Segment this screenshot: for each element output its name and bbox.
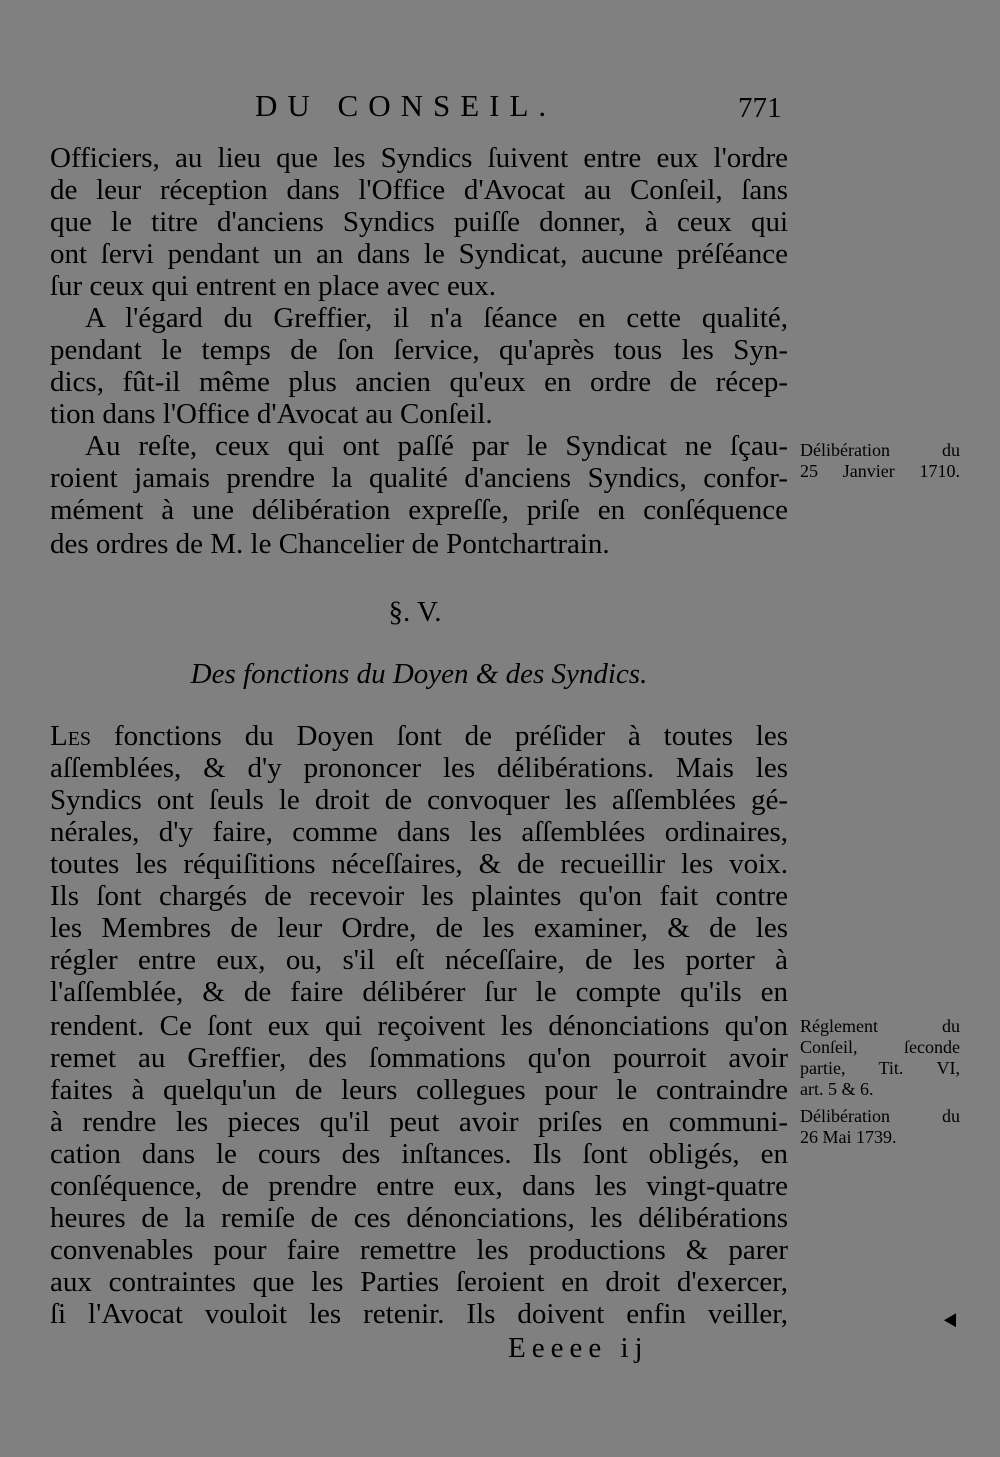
text-line: aux contraintes que les Parties ſeroient en droit d'exercer,: [50, 1266, 788, 1298]
drop-cap-word: Les: [50, 720, 92, 752]
margin-note: [800, 1106, 960, 1148]
text-line: toutes les réquiſitions néceſſaires, & de recueillir les voix.: [50, 848, 788, 880]
text-line: Syndics ont ſeuls le droit de convoquer les aſſemblées gé-: [50, 784, 788, 816]
text-line: dics, fût-il même plus ancien qu'eux en ordre de récep-: [50, 366, 788, 398]
text-line: convenables pour faire remettre les productions & parer: [50, 1234, 788, 1266]
text-line: aſſemblées, & d'y prononcer les délibérations. Mais les: [50, 752, 788, 784]
text-line: pendant le temps de ſon ſervice, qu'après tous les Syn-: [50, 334, 788, 366]
text-line: faites à quelqu'un de leurs collegues pour le contraindre: [50, 1074, 788, 1106]
margin-note-line: Délibération du: [800, 1106, 960, 1126]
text-line: des ordres de M. le Chancelier de Pontchartrain.: [50, 528, 610, 560]
ink-mark-icon: [944, 1313, 962, 1330]
text-line: à rendre les pieces qu'il peut avoir priſes en communi-: [50, 1106, 788, 1138]
text-line: Ils ſont chargés de recevoir les plaintes qu'on fait contre: [50, 880, 788, 912]
text-line: mément à une délibération expreſſe, priſe en conſéquence: [50, 494, 788, 526]
signature-mark: Eeeee ij: [508, 1332, 649, 1364]
text-line-rest: fonctions du Doyen ſont de préſider à toutes les: [91, 720, 788, 752]
margin-note-line: Conſeil, ſeconde: [800, 1037, 960, 1057]
text-line: régler entre eux, ou, s'il eſt néceſſaire, de les porter à: [50, 944, 788, 976]
text-line: A l'égard du Greffier, il n'a ſéance en cette qualité,: [85, 302, 788, 334]
text-line: tion dans l'Office d'Avocat au Conſeil.: [50, 398, 493, 430]
margin-note-line: partie, Tit. VI,: [800, 1058, 960, 1078]
text-line: cation dans le cours des inſtances. Ils ſont obligés, en: [50, 1138, 788, 1170]
margin-note-line: Réglement du: [800, 1016, 960, 1036]
text-line: roient jamais prendre la qualité d'anciens Syndics, confor-: [50, 462, 788, 494]
text-line: [50, 720, 788, 752]
running-title: DU CONSEIL.: [255, 88, 557, 123]
text-line: de leur réception dans l'Office d'Avocat au Conſeil, ſans: [50, 174, 788, 206]
page-number: 771: [738, 92, 782, 124]
text-line: l'aſſemblée, & de faire délibérer ſur le compte qu'ils en: [50, 976, 788, 1008]
text-line: remet au Greffier, des ſommations qu'on pourroit avoir: [50, 1042, 788, 1074]
text-line: rendent. Ce ſont eux qui reçoivent les dénonciations qu'on: [50, 1010, 788, 1042]
section-subheading: Des fonctions du Doyen & des Syndics.: [190, 658, 648, 690]
margin-note-line: art. 5 & 6.: [800, 1079, 874, 1099]
text-line: heures de la remiſe de ces dénonciations, les délibérations: [50, 1202, 788, 1234]
text-line: ſur ceux qui entrent en place avec eux.: [50, 270, 497, 302]
text-line: conſéquence, de prendre entre eux, dans les vingt-quatre: [50, 1170, 788, 1202]
text-line: Officiers, au lieu que les Syndics ſuivent entre eux l'ordre: [50, 142, 788, 174]
text-line: ſi l'Avocat vouloit les retenir. Ils doivent enfin veiller,: [50, 1298, 788, 1330]
margin-note: [800, 440, 960, 482]
section-mark: §. V.: [388, 596, 442, 628]
text-line: Au reſte, ceux qui ont paſſé par le Syndicat ne ſçau-: [85, 430, 788, 462]
text-line: les Membres de leur Ordre, de les examiner, & de les: [50, 912, 788, 944]
text-line: nérales, d'y faire, comme dans les aſſemblées ordinaires,: [50, 816, 788, 848]
margin-note: [800, 1016, 960, 1100]
margin-note-line: 26 Mai 1739.: [800, 1127, 897, 1147]
margin-note-line: Délibération du: [800, 440, 960, 460]
text-line: ont ſervi pendant un an dans le Syndicat, aucune préſéance: [50, 238, 788, 270]
margin-note-line: 25 Janvier 1710.: [800, 461, 960, 481]
text-line: que le titre d'anciens Syndics puiſſe donner, à ceux qui: [50, 206, 788, 238]
